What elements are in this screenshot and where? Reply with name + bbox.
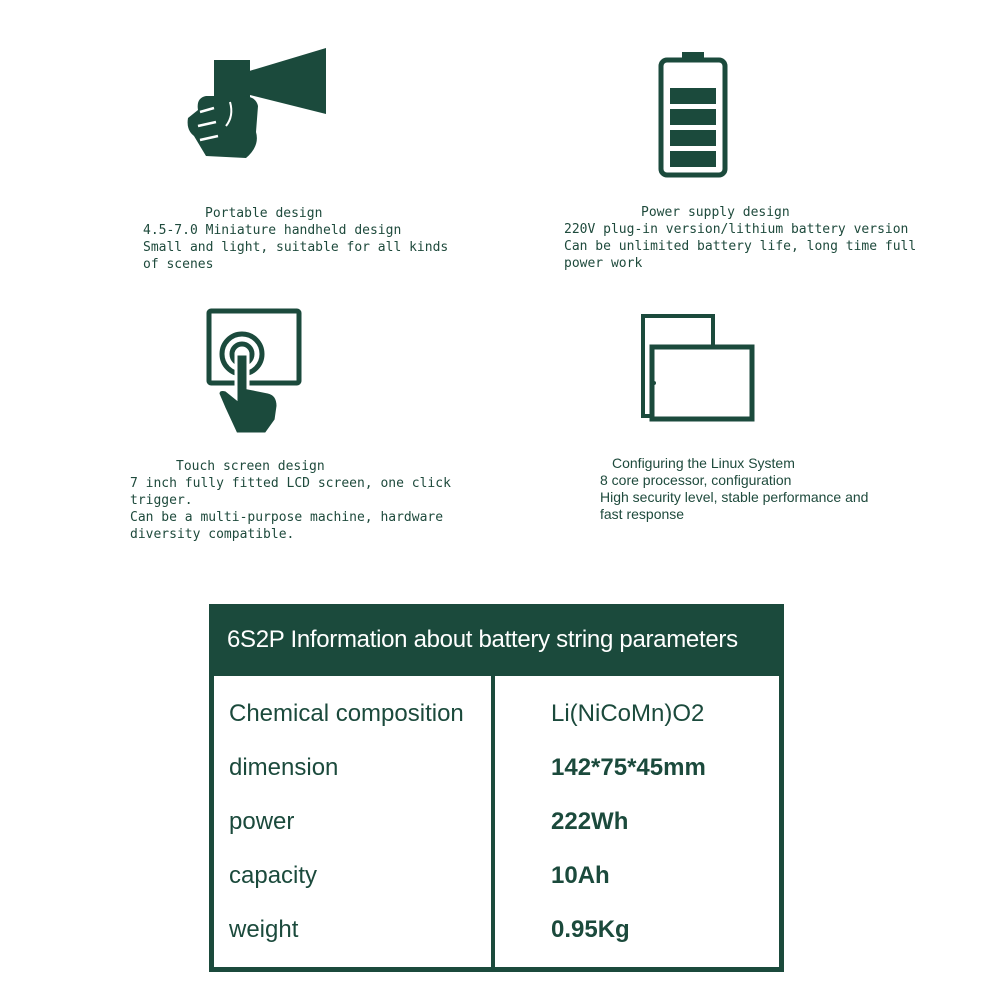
spec-label: capacity (229, 862, 318, 889)
feature-line: of scenes (143, 257, 214, 272)
feature-title: Portable design (205, 206, 323, 221)
feature-touch-screen (130, 458, 451, 543)
spec-label: weight (229, 916, 299, 943)
spec-label: dimension (229, 754, 339, 781)
battery-icon (658, 52, 728, 178)
spec-row-weight (214, 916, 779, 970)
spec-value: 142*75*45mm (551, 754, 706, 781)
feature-title: Power supply design (641, 205, 790, 220)
feature-line: fast response (600, 506, 685, 522)
feature-title: Touch screen design (176, 459, 325, 474)
spec-row-capacity (214, 862, 779, 916)
feature-line: Can be a multi-purpose machine, hardware (130, 510, 444, 525)
feature-linux-system (600, 455, 868, 523)
feature-power-supply (564, 204, 916, 272)
feature-line: High security level, stable performance and (600, 489, 869, 505)
spec-row-chemical (214, 700, 779, 754)
feature-line: power work (564, 256, 643, 271)
flashlight-hand-icon (186, 46, 332, 162)
spec-value: 10Ah (551, 862, 610, 889)
spec-table-title: 6S2P Information about battery string parameters (227, 626, 738, 653)
feature-line: diversity compatible. (130, 527, 295, 542)
spec-label: Chemical composition (229, 700, 464, 727)
spec-value: Li(NiCoMn)O2 (551, 700, 705, 727)
feature-portable (143, 205, 448, 273)
feature-line: 7 inch fully fitted LCD screen, one click (130, 476, 451, 491)
spec-row-power (214, 808, 779, 862)
feature-line: Small and light, suitable for all kinds (143, 240, 449, 255)
feature-line: 8 core processor, configuration (600, 472, 792, 488)
feature-line: trigger. (130, 493, 193, 508)
spec-value: 0.95Kg (551, 916, 630, 943)
tablets-icon (640, 313, 756, 423)
spec-label: power (229, 808, 295, 835)
spec-value: 222Wh (551, 808, 629, 835)
touch-screen-icon (206, 308, 302, 436)
feature-line: Can be unlimited battery life, long time full (564, 239, 917, 254)
feature-line: 220V plug-in version/lithium battery version (564, 222, 909, 237)
spec-table-body (214, 676, 779, 967)
battery-spec-table (209, 604, 784, 972)
feature-title: Configuring the Linux System (612, 455, 795, 471)
feature-line: 4.5-7.0 Miniature handheld design (143, 223, 402, 238)
spec-row-dimension (214, 754, 779, 808)
